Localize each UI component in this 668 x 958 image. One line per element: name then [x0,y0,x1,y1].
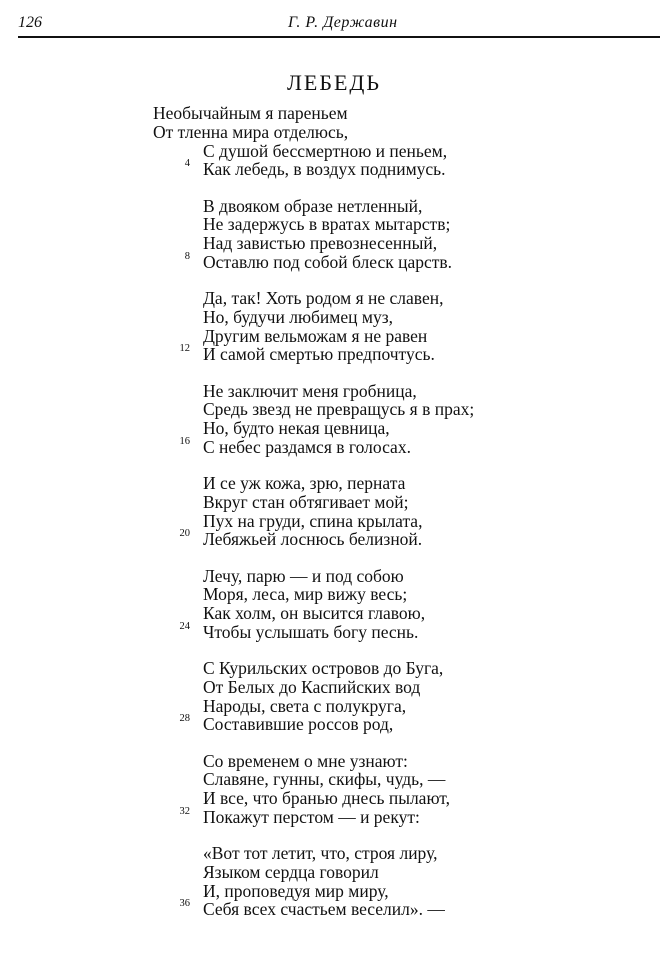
verse-line: Чтобы услышать богу песнь. [203,621,419,642]
verse-line: От Белых до Каспийских вод [203,676,421,697]
verse-line: Пух на груди, спина крылата, [203,510,423,531]
verse-line: И, проповедуя мир миру, [203,880,389,901]
line-number: 24 [179,620,190,632]
line-number: 36 [179,898,190,910]
verse-line: Народы, света с полукруга, [203,695,407,716]
verse-line: Моря, леса, мир вижу весь; [203,584,408,605]
line-number: 12 [179,343,190,355]
verse-line: Со временем о мне узнают: [203,750,408,771]
verse-line: От тленна мира отделюсь, [153,121,349,142]
verse-line: Не заключит меня гробница, [203,380,417,401]
verse-line: Как лебедь, в воздух поднимусь. [203,159,446,180]
line-number: 28 [179,713,190,725]
verse-line: И се уж кожа, зрю, перната [203,473,406,493]
verse-line: Составившие россов род, [203,714,394,735]
verse-line: Вкруг стан обтягивает мой; [203,491,409,512]
verse-line: Но, будучи любимец муз, [203,306,393,327]
verse-line: Себя всех счастьем веселил». — [203,899,445,920]
verse-line: Лечу, парю — и под собою [203,565,404,586]
line-number: 32 [179,805,190,817]
header-rule [18,36,660,38]
poem-title: ЛЕБЕДЬ [286,70,382,95]
running-head-author: Г. Р. Державин [288,14,398,31]
verse-line: Языком сердца говорил [203,861,379,882]
verse-line: Но, будто некая цевница, [203,418,390,439]
line-number: 16 [179,435,190,447]
verse-line: И самой смертью предпочтусь. [203,344,435,365]
verse-line: С Курильских островов до Буга, [203,658,444,678]
verse-line: И все, что бранью днесь пылают, [203,788,450,809]
line-number: 20 [179,528,190,540]
line-number: 4 [184,158,190,170]
verse-line: С душой бессмертною и пеньем, [203,140,448,161]
page-number: 126 [18,14,42,31]
running-head [18,14,658,36]
verse-line: Да, так! Хоть родом я не славен, [203,288,444,308]
verse-line: «Вот тот летит, что, строя лиру, [203,843,438,863]
verse-line: Как холм, он высится главою, [203,603,426,624]
verse-line: Славяне, гунны, скифы, чудь, — [203,769,446,790]
verse-line: В двояком образе нетленный, [203,195,423,216]
verse-line: Покажут перстом — и рекут: [203,806,420,827]
verse-line: Лебяжьей лоснюсь белизной. [203,529,423,550]
verse-line: Не задержусь в вратах мытарств; [203,214,451,235]
verse-line: С небес раздамся в голосах. [203,436,411,457]
line-number: 8 [184,250,190,262]
verse-line: Над завистью превознесенный, [203,233,438,254]
verse-line: Необычайным я пареньем [153,103,348,123]
verse-line: Другим вельможам я не равен [203,325,428,346]
verse-line: Оставлю под собой блеск царств. [203,251,453,272]
verse-line: Средь звезд не превращусь я в прах; [203,399,475,420]
